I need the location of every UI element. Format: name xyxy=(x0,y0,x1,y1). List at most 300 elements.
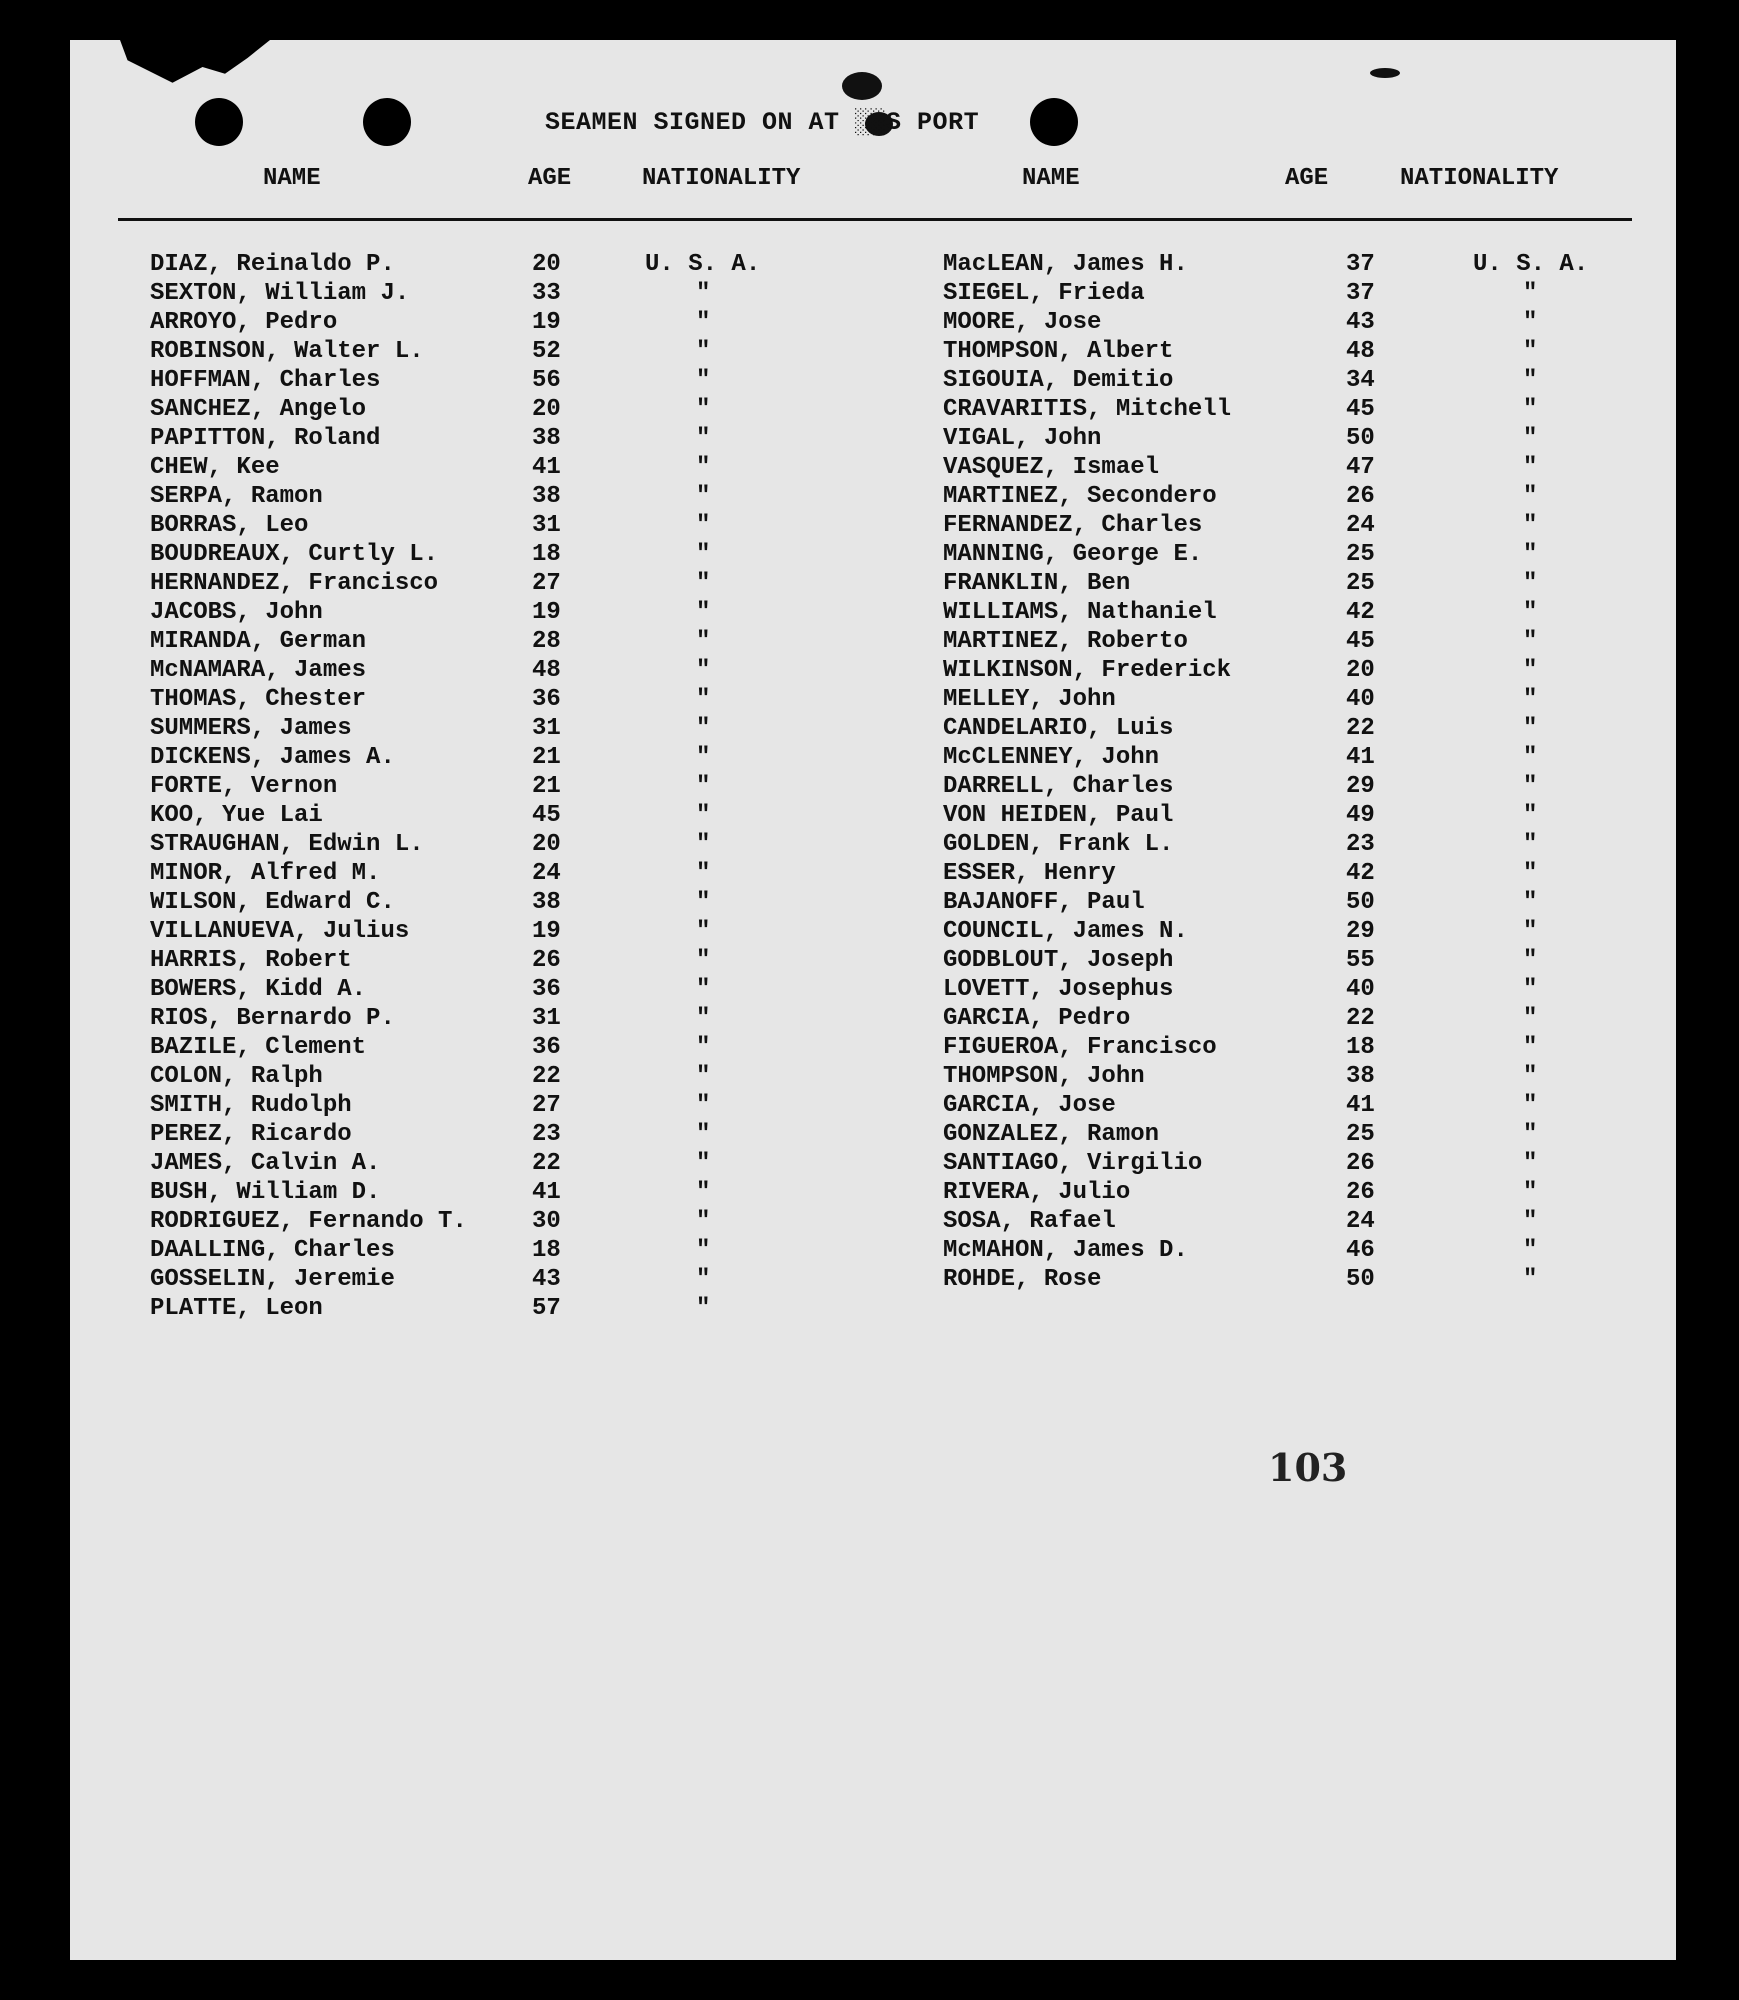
seaman-age: 27 xyxy=(532,570,561,597)
page-number: 103 xyxy=(1268,1445,1348,1490)
seaman-name: MARTINEZ, Secondero xyxy=(943,483,1217,510)
seaman-name: JAMES, Calvin A. xyxy=(150,1150,381,1177)
seaman-nationality: " xyxy=(1523,512,1538,539)
seaman-age: 21 xyxy=(532,744,561,771)
table-row xyxy=(150,1033,800,1062)
seaman-nationality: " xyxy=(696,1092,711,1119)
seaman-nationality: " xyxy=(1523,715,1538,742)
seaman-age: 50 xyxy=(1346,1266,1375,1293)
seaman-age: 57 xyxy=(532,1295,561,1322)
seaman-age: 25 xyxy=(1346,1121,1375,1148)
table-row xyxy=(943,859,1593,888)
seaman-nationality: " xyxy=(696,570,711,597)
table-row xyxy=(943,1004,1593,1033)
seaman-nationality: " xyxy=(696,512,711,539)
seaman-name: STRAUGHAN, Edwin L. xyxy=(150,831,424,858)
seaman-name: SOSA, Rafael xyxy=(943,1208,1116,1235)
seaman-age: 48 xyxy=(532,657,561,684)
seaman-age: 18 xyxy=(1346,1034,1375,1061)
header-divider xyxy=(118,218,1632,221)
seaman-age: 55 xyxy=(1346,947,1375,974)
table-row xyxy=(943,598,1593,627)
seaman-name: MacLEAN, James H. xyxy=(943,251,1188,278)
seaman-name: GARCIA, Jose xyxy=(943,1092,1116,1119)
seaman-nationality: " xyxy=(696,947,711,974)
table-row xyxy=(943,1149,1593,1178)
seaman-name: FIGUEROA, Francisco xyxy=(943,1034,1217,1061)
seaman-nationality: " xyxy=(1523,947,1538,974)
table-row xyxy=(943,1236,1593,1265)
seaman-age: 45 xyxy=(532,802,561,829)
table-row xyxy=(943,888,1593,917)
left-roster-column xyxy=(150,250,800,1323)
table-row xyxy=(943,772,1593,801)
table-row xyxy=(150,1062,800,1091)
seaman-age: 45 xyxy=(1346,628,1375,655)
table-row xyxy=(150,453,800,482)
seaman-nationality: " xyxy=(1523,280,1538,307)
seaman-name: McCLENNEY, John xyxy=(943,744,1160,771)
seaman-age: 26 xyxy=(1346,1150,1375,1177)
seaman-nationality: " xyxy=(1523,1121,1538,1148)
seaman-age: 41 xyxy=(1346,1092,1375,1119)
header-name-left: NAME xyxy=(263,165,321,192)
table-row xyxy=(943,1033,1593,1062)
seaman-age: 50 xyxy=(1346,425,1375,452)
seaman-nationality: " xyxy=(1523,425,1538,452)
seaman-age: 19 xyxy=(532,309,561,336)
table-row xyxy=(943,627,1593,656)
seaman-name: FERNANDEZ, Charles xyxy=(943,512,1203,539)
seaman-name: CRAVARITIS, Mitchell xyxy=(943,396,1232,423)
seaman-name: ROHDE, Rose xyxy=(943,1266,1102,1293)
seaman-name: MELLEY, John xyxy=(943,686,1116,713)
seaman-nationality: " xyxy=(696,280,711,307)
seaman-name: SMITH, Rudolph xyxy=(150,1092,352,1119)
seaman-nationality: " xyxy=(696,918,711,945)
seaman-name: CHEW, Kee xyxy=(150,454,280,481)
seaman-age: 22 xyxy=(532,1063,561,1090)
seaman-age: 52 xyxy=(532,338,561,365)
table-row xyxy=(150,830,800,859)
seaman-age: 20 xyxy=(532,396,561,423)
seaman-name: ROBINSON, Walter L. xyxy=(150,338,424,365)
table-row xyxy=(150,1120,800,1149)
table-row xyxy=(150,424,800,453)
seaman-name: COUNCIL, James N. xyxy=(943,918,1188,945)
seaman-name: VASQUEZ, Ismael xyxy=(943,454,1160,481)
seaman-nationality: " xyxy=(1523,599,1538,626)
seaman-age: 23 xyxy=(532,1121,561,1148)
seaman-nationality: " xyxy=(696,541,711,568)
seaman-nationality: " xyxy=(1523,1150,1538,1177)
seaman-name: THOMPSON, John xyxy=(943,1063,1145,1090)
seaman-name: MOORE, Jose xyxy=(943,309,1102,336)
seaman-name: WILLIAMS, Nathaniel xyxy=(943,599,1217,626)
seaman-age: 37 xyxy=(1346,280,1375,307)
table-row xyxy=(150,917,800,946)
seaman-nationality: " xyxy=(696,425,711,452)
table-row xyxy=(943,1178,1593,1207)
seaman-nationality: " xyxy=(696,309,711,336)
header-nationality-right: NATIONALITY xyxy=(1400,165,1559,192)
seaman-nationality: " xyxy=(1523,802,1538,829)
table-row xyxy=(150,337,800,366)
seaman-age: 28 xyxy=(532,628,561,655)
seaman-name: SEXTON, William J. xyxy=(150,280,410,307)
seaman-age: 36 xyxy=(532,976,561,1003)
seaman-nationality: " xyxy=(696,1034,711,1061)
seaman-age: 19 xyxy=(532,599,561,626)
seaman-age: 41 xyxy=(1346,744,1375,771)
seaman-nationality: " xyxy=(1523,1005,1538,1032)
seaman-age: 25 xyxy=(1346,570,1375,597)
seaman-age: 19 xyxy=(532,918,561,945)
seaman-age: 18 xyxy=(532,541,561,568)
seaman-name: MANNING, George E. xyxy=(943,541,1203,568)
table-row xyxy=(150,1207,800,1236)
seaman-age: 31 xyxy=(532,1005,561,1032)
seaman-nationality: " xyxy=(696,773,711,800)
seaman-age: 26 xyxy=(1346,1179,1375,1206)
seaman-age: 56 xyxy=(532,367,561,394)
seaman-nationality: " xyxy=(1523,1179,1538,1206)
header-name-right: NAME xyxy=(1022,165,1080,192)
table-row xyxy=(943,395,1593,424)
seaman-name: HOFFMAN, Charles xyxy=(150,367,381,394)
seaman-nationality: " xyxy=(1523,338,1538,365)
seaman-name: SUMMERS, James xyxy=(150,715,352,742)
ink-smudge xyxy=(1370,68,1400,78)
seaman-nationality: " xyxy=(1523,744,1538,771)
table-row xyxy=(943,917,1593,946)
table-row xyxy=(150,1004,800,1033)
table-row xyxy=(943,801,1593,830)
table-row xyxy=(150,772,800,801)
seaman-nationality: " xyxy=(696,802,711,829)
seaman-nationality: " xyxy=(696,1063,711,1090)
seaman-nationality: " xyxy=(1523,570,1538,597)
seaman-nationality: " xyxy=(696,599,711,626)
seaman-nationality: " xyxy=(1523,1237,1538,1264)
seaman-nationality: " xyxy=(696,831,711,858)
seaman-name: GONZALEZ, Ramon xyxy=(943,1121,1160,1148)
seaman-nationality: " xyxy=(1523,831,1538,858)
header-age-right: AGE xyxy=(1285,165,1329,192)
table-row xyxy=(943,714,1593,743)
seaman-name: HARRIS, Robert xyxy=(150,947,352,974)
seaman-name: BUSH, William D. xyxy=(150,1179,381,1206)
table-row xyxy=(150,395,800,424)
seaman-nationality: " xyxy=(1523,309,1538,336)
seaman-name: PLATTE, Leon xyxy=(150,1295,323,1322)
seaman-age: 43 xyxy=(532,1266,561,1293)
seaman-name: SERPA, Ramon xyxy=(150,483,323,510)
seaman-nationality: " xyxy=(696,889,711,916)
ink-smudge xyxy=(842,72,882,100)
seaman-nationality: " xyxy=(696,1121,711,1148)
seaman-nationality: " xyxy=(696,715,711,742)
seaman-nationality: " xyxy=(696,1208,711,1235)
seaman-age: 45 xyxy=(1346,396,1375,423)
table-row xyxy=(150,627,800,656)
table-row xyxy=(943,1207,1593,1236)
seaman-nationality: " xyxy=(1523,628,1538,655)
seaman-age: 42 xyxy=(1346,860,1375,887)
seaman-age: 18 xyxy=(532,1237,561,1264)
seaman-nationality: " xyxy=(1523,1266,1538,1293)
torn-corner xyxy=(120,40,270,85)
seaman-nationality: " xyxy=(696,454,711,481)
seaman-name: DIAZ, Reinaldo P. xyxy=(150,251,395,278)
punch-hole xyxy=(195,98,243,146)
seaman-age: 26 xyxy=(532,947,561,974)
seaman-name: JACOBS, John xyxy=(150,599,323,626)
table-row xyxy=(150,801,800,830)
seaman-name: FORTE, Vernon xyxy=(150,773,338,800)
seaman-name: DARRELL, Charles xyxy=(943,773,1174,800)
seaman-age: 20 xyxy=(532,251,561,278)
table-row xyxy=(150,1265,800,1294)
seaman-age: 36 xyxy=(532,686,561,713)
seaman-name: THOMPSON, Albert xyxy=(943,338,1174,365)
table-row xyxy=(943,743,1593,772)
seaman-name: HERNANDEZ, Francisco xyxy=(150,570,439,597)
seaman-name: BORRAS, Leo xyxy=(150,512,309,539)
table-row xyxy=(943,569,1593,598)
table-row xyxy=(943,1120,1593,1149)
table-row xyxy=(943,250,1593,279)
seaman-nationality: " xyxy=(696,657,711,684)
seaman-name: PAPITTON, Roland xyxy=(150,425,381,452)
seaman-age: 22 xyxy=(1346,1005,1375,1032)
seaman-age: 38 xyxy=(532,483,561,510)
seaman-nationality: " xyxy=(696,1295,711,1322)
seaman-nationality: " xyxy=(696,860,711,887)
seaman-name: RIVERA, Julio xyxy=(943,1179,1131,1206)
seaman-name: VON HEIDEN, Paul xyxy=(943,802,1174,829)
seaman-name: SANTIAGO, Virgilio xyxy=(943,1150,1203,1177)
table-row xyxy=(943,337,1593,366)
table-row xyxy=(150,1149,800,1178)
seaman-age: 31 xyxy=(532,715,561,742)
seaman-age: 41 xyxy=(532,454,561,481)
seaman-name: BOUDREAUX, Curtly L. xyxy=(150,541,439,568)
punch-hole xyxy=(1030,98,1078,146)
seaman-name: MARTINEZ, Roberto xyxy=(943,628,1188,655)
table-row xyxy=(150,482,800,511)
seaman-name: THOMAS, Chester xyxy=(150,686,367,713)
seaman-nationality: " xyxy=(696,628,711,655)
seaman-nationality: " xyxy=(1523,1208,1538,1235)
table-row xyxy=(943,511,1593,540)
seaman-nationality: " xyxy=(696,686,711,713)
seaman-age: 48 xyxy=(1346,338,1375,365)
table-row xyxy=(943,453,1593,482)
seaman-name: SIEGEL, Frieda xyxy=(943,280,1145,307)
seaman-nationality: " xyxy=(696,338,711,365)
seaman-age: 41 xyxy=(532,1179,561,1206)
seaman-nationality: " xyxy=(696,1266,711,1293)
seaman-age: 29 xyxy=(1346,773,1375,800)
seaman-name: PEREZ, Ricardo xyxy=(150,1121,352,1148)
seaman-nationality: " xyxy=(696,976,711,1003)
seaman-nationality: " xyxy=(1523,1063,1538,1090)
document-page xyxy=(70,40,1676,1960)
seaman-name: BOWERS, Kidd A. xyxy=(150,976,367,1003)
table-row xyxy=(943,482,1593,511)
table-row xyxy=(943,1265,1593,1294)
seaman-name: McMAHON, James D. xyxy=(943,1237,1188,1264)
seaman-age: 43 xyxy=(1346,309,1375,336)
table-row xyxy=(943,308,1593,337)
seaman-name: GARCIA, Pedro xyxy=(943,1005,1131,1032)
table-row xyxy=(150,569,800,598)
table-row xyxy=(150,975,800,1004)
seaman-nationality: " xyxy=(696,483,711,510)
table-row xyxy=(150,250,800,279)
seaman-name: LOVETT, Josephus xyxy=(943,976,1174,1003)
seaman-nationality: " xyxy=(696,367,711,394)
seaman-nationality: " xyxy=(1523,773,1538,800)
seaman-age: 38 xyxy=(532,889,561,916)
table-row xyxy=(943,1091,1593,1120)
seaman-nationality: " xyxy=(696,1150,711,1177)
punch-hole xyxy=(363,98,411,146)
seaman-age: 42 xyxy=(1346,599,1375,626)
seaman-nationality: " xyxy=(696,1179,711,1206)
table-row xyxy=(150,1294,800,1323)
seaman-age: 30 xyxy=(532,1208,561,1235)
seaman-nationality: " xyxy=(696,1005,711,1032)
seaman-name: CANDELARIO, Luis xyxy=(943,715,1174,742)
table-row xyxy=(150,308,800,337)
table-row xyxy=(150,685,800,714)
seaman-name: GOLDEN, Frank L. xyxy=(943,831,1174,858)
seaman-nationality: " xyxy=(1523,1092,1538,1119)
seaman-age: 24 xyxy=(1346,1208,1375,1235)
table-row xyxy=(943,279,1593,308)
seaman-age: 37 xyxy=(1346,251,1375,278)
seaman-age: 38 xyxy=(532,425,561,452)
table-row xyxy=(150,743,800,772)
seaman-age: 27 xyxy=(532,1092,561,1119)
seaman-age: 40 xyxy=(1346,686,1375,713)
seaman-name: VIGAL, John xyxy=(943,425,1102,452)
seaman-name: KOO, Yue Lai xyxy=(150,802,323,829)
table-row xyxy=(150,946,800,975)
seaman-age: 29 xyxy=(1346,918,1375,945)
table-row xyxy=(150,1236,800,1265)
table-row xyxy=(150,511,800,540)
header-nationality-left: NATIONALITY xyxy=(642,165,801,192)
seaman-name: GODBLOUT, Joseph xyxy=(943,947,1174,974)
seaman-age: 24 xyxy=(532,860,561,887)
table-row xyxy=(150,859,800,888)
table-row xyxy=(150,540,800,569)
seaman-nationality: " xyxy=(1523,860,1538,887)
seaman-age: 34 xyxy=(1346,367,1375,394)
seaman-name: RODRIGUEZ, Fernando T. xyxy=(150,1208,467,1235)
seaman-nationality: " xyxy=(696,396,711,423)
seaman-age: 47 xyxy=(1346,454,1375,481)
seaman-nationality: " xyxy=(1523,657,1538,684)
seaman-age: 50 xyxy=(1346,889,1375,916)
seaman-nationality: " xyxy=(1523,918,1538,945)
table-row xyxy=(943,830,1593,859)
seaman-age: 20 xyxy=(1346,657,1375,684)
seaman-nationality: " xyxy=(1523,541,1538,568)
table-row xyxy=(943,366,1593,395)
seaman-age: 24 xyxy=(1346,512,1375,539)
table-row xyxy=(150,888,800,917)
seaman-name: DAALLING, Charles xyxy=(150,1237,395,1264)
seaman-nationality: U. S. A. xyxy=(1473,251,1589,278)
seaman-age: 22 xyxy=(532,1150,561,1177)
table-row xyxy=(150,366,800,395)
document-title: SEAMEN SIGNED ON AT ░░S PORT xyxy=(545,108,980,137)
table-row xyxy=(943,1062,1593,1091)
table-row xyxy=(150,656,800,685)
seaman-name: FRANKLIN, Ben xyxy=(943,570,1131,597)
table-row xyxy=(943,975,1593,1004)
seaman-age: 25 xyxy=(1346,541,1375,568)
table-row xyxy=(150,279,800,308)
seaman-nationality: " xyxy=(1523,483,1538,510)
seaman-nationality: " xyxy=(1523,396,1538,423)
seaman-name: VILLANUEVA, Julius xyxy=(150,918,410,945)
seaman-name: DICKENS, James A. xyxy=(150,744,395,771)
table-row xyxy=(943,540,1593,569)
seaman-age: 23 xyxy=(1346,831,1375,858)
seaman-nationality: " xyxy=(1523,367,1538,394)
seaman-name: SIGOUIA, Demitio xyxy=(943,367,1174,394)
seaman-name: MIRANDA, German xyxy=(150,628,367,655)
table-row xyxy=(943,685,1593,714)
right-roster-column xyxy=(943,250,1593,1294)
seaman-name: COLON, Ralph xyxy=(150,1063,323,1090)
seaman-nationality: " xyxy=(1523,976,1538,1003)
seaman-name: ESSER, Henry xyxy=(943,860,1116,887)
seaman-age: 21 xyxy=(532,773,561,800)
seaman-name: MINOR, Alfred M. xyxy=(150,860,381,887)
table-row xyxy=(150,1178,800,1207)
table-row xyxy=(943,424,1593,453)
seaman-age: 40 xyxy=(1346,976,1375,1003)
seaman-nationality: U. S. A. xyxy=(645,251,761,278)
seaman-name: WILSON, Edward C. xyxy=(150,889,395,916)
table-row xyxy=(943,656,1593,685)
seaman-nationality: " xyxy=(1523,1034,1538,1061)
seaman-name: WILKINSON, Frederick xyxy=(943,657,1232,684)
seaman-age: 26 xyxy=(1346,483,1375,510)
seaman-age: 22 xyxy=(1346,715,1375,742)
seaman-name: SANCHEZ, Angelo xyxy=(150,396,367,423)
seaman-nationality: " xyxy=(1523,889,1538,916)
seaman-age: 38 xyxy=(1346,1063,1375,1090)
seaman-age: 31 xyxy=(532,512,561,539)
seaman-nationality: " xyxy=(696,744,711,771)
seaman-age: 33 xyxy=(532,280,561,307)
seaman-name: ARROYO, Pedro xyxy=(150,309,338,336)
seaman-age: 46 xyxy=(1346,1237,1375,1264)
seaman-name: BAJANOFF, Paul xyxy=(943,889,1145,916)
table-row xyxy=(150,598,800,627)
table-row xyxy=(943,946,1593,975)
seaman-name: RIOS, Bernardo P. xyxy=(150,1005,395,1032)
seaman-nationality: " xyxy=(696,1237,711,1264)
seaman-nationality: " xyxy=(1523,686,1538,713)
